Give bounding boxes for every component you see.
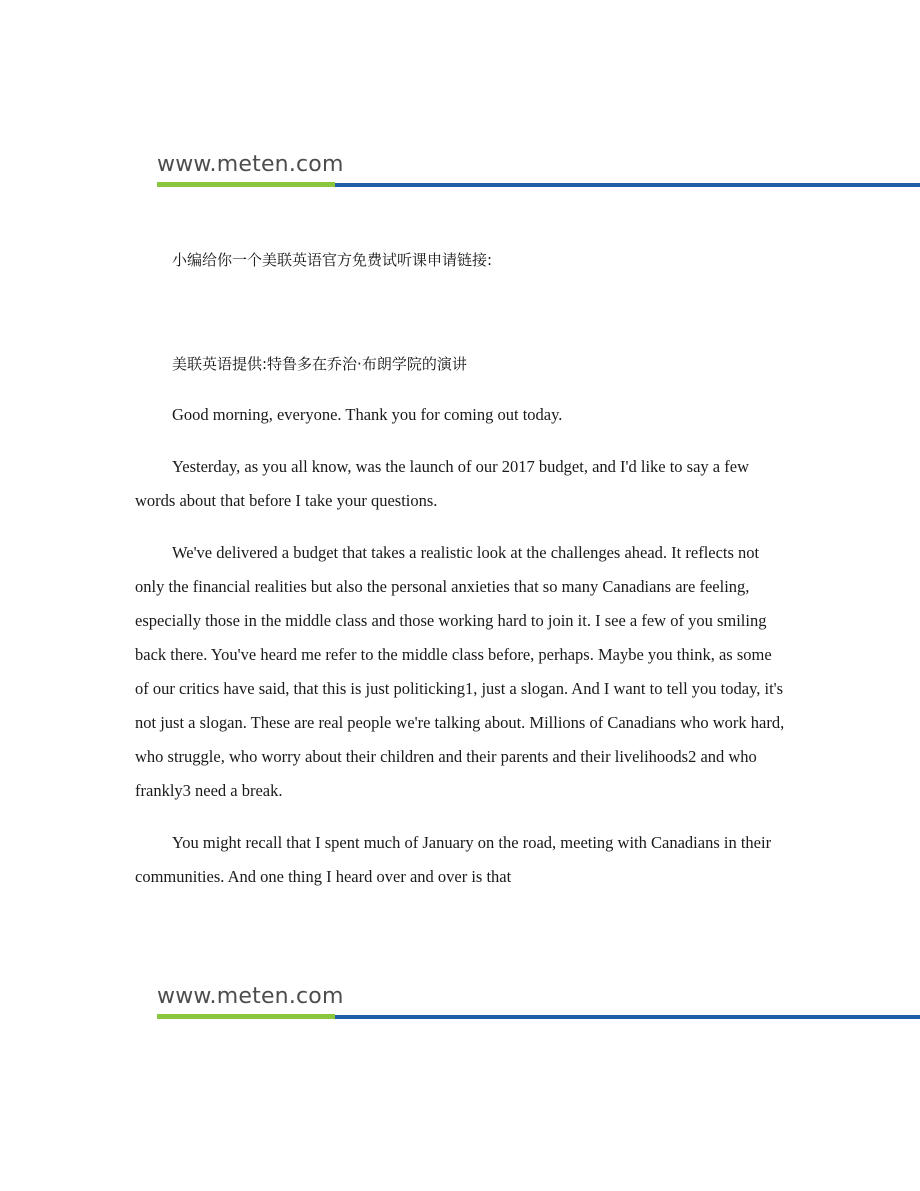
footer-rule bbox=[157, 1014, 920, 1019]
paragraph-3: We've delivered a budget that takes a realistic look at the challenges ahead. It reflects not only the financial realities but also the personal anxieties that so many Canadians are feeling, especially those in the middle class and those working hard to join it. I see a few of you smiling back there. You've heard me refer to the middle class before, perhaps. Maybe you think, as some of our critics have said, that this is just politicking1, just a slogan. And I want to tell you today, it's not just a slogan. These are real people we're talking about. Millions of Canadians who work hard, who struggle, who worry about their children and their parents and their livelihoods2 and who frankly3 need a break. bbox=[135, 543, 785, 800]
page-header bbox=[157, 150, 920, 187]
document-body bbox=[135, 246, 785, 912]
footer-site-logo: www.meten.com bbox=[157, 984, 344, 1009]
paragraph-1: Good morning, everyone. Thank you for coming out today. bbox=[172, 405, 563, 424]
header-rule-green bbox=[157, 182, 335, 187]
footer-rule-green bbox=[157, 1014, 335, 1019]
page-footer bbox=[157, 982, 920, 1019]
footer-rule-blue bbox=[335, 1015, 920, 1019]
paragraph-4: You might recall that I spent much of January on the road, meeting with Canadians in their communities. And one thing I heard over and over is that bbox=[135, 833, 772, 886]
trial-lesson-intro: 小编给你一个美联英语官方免费试听课申请链接: bbox=[172, 251, 493, 269]
speech-title: 美联英语提供:特鲁多在乔治·布朗学院的演讲 bbox=[172, 355, 467, 373]
paragraph-2: Yesterday, as you all know, was the launch of our 2017 budget, and I'd like to say a few words about that before I take your questions. bbox=[135, 457, 749, 510]
site-logo: www.meten.com bbox=[157, 152, 344, 177]
header-rule bbox=[157, 182, 920, 187]
header-rule-blue bbox=[335, 183, 920, 187]
